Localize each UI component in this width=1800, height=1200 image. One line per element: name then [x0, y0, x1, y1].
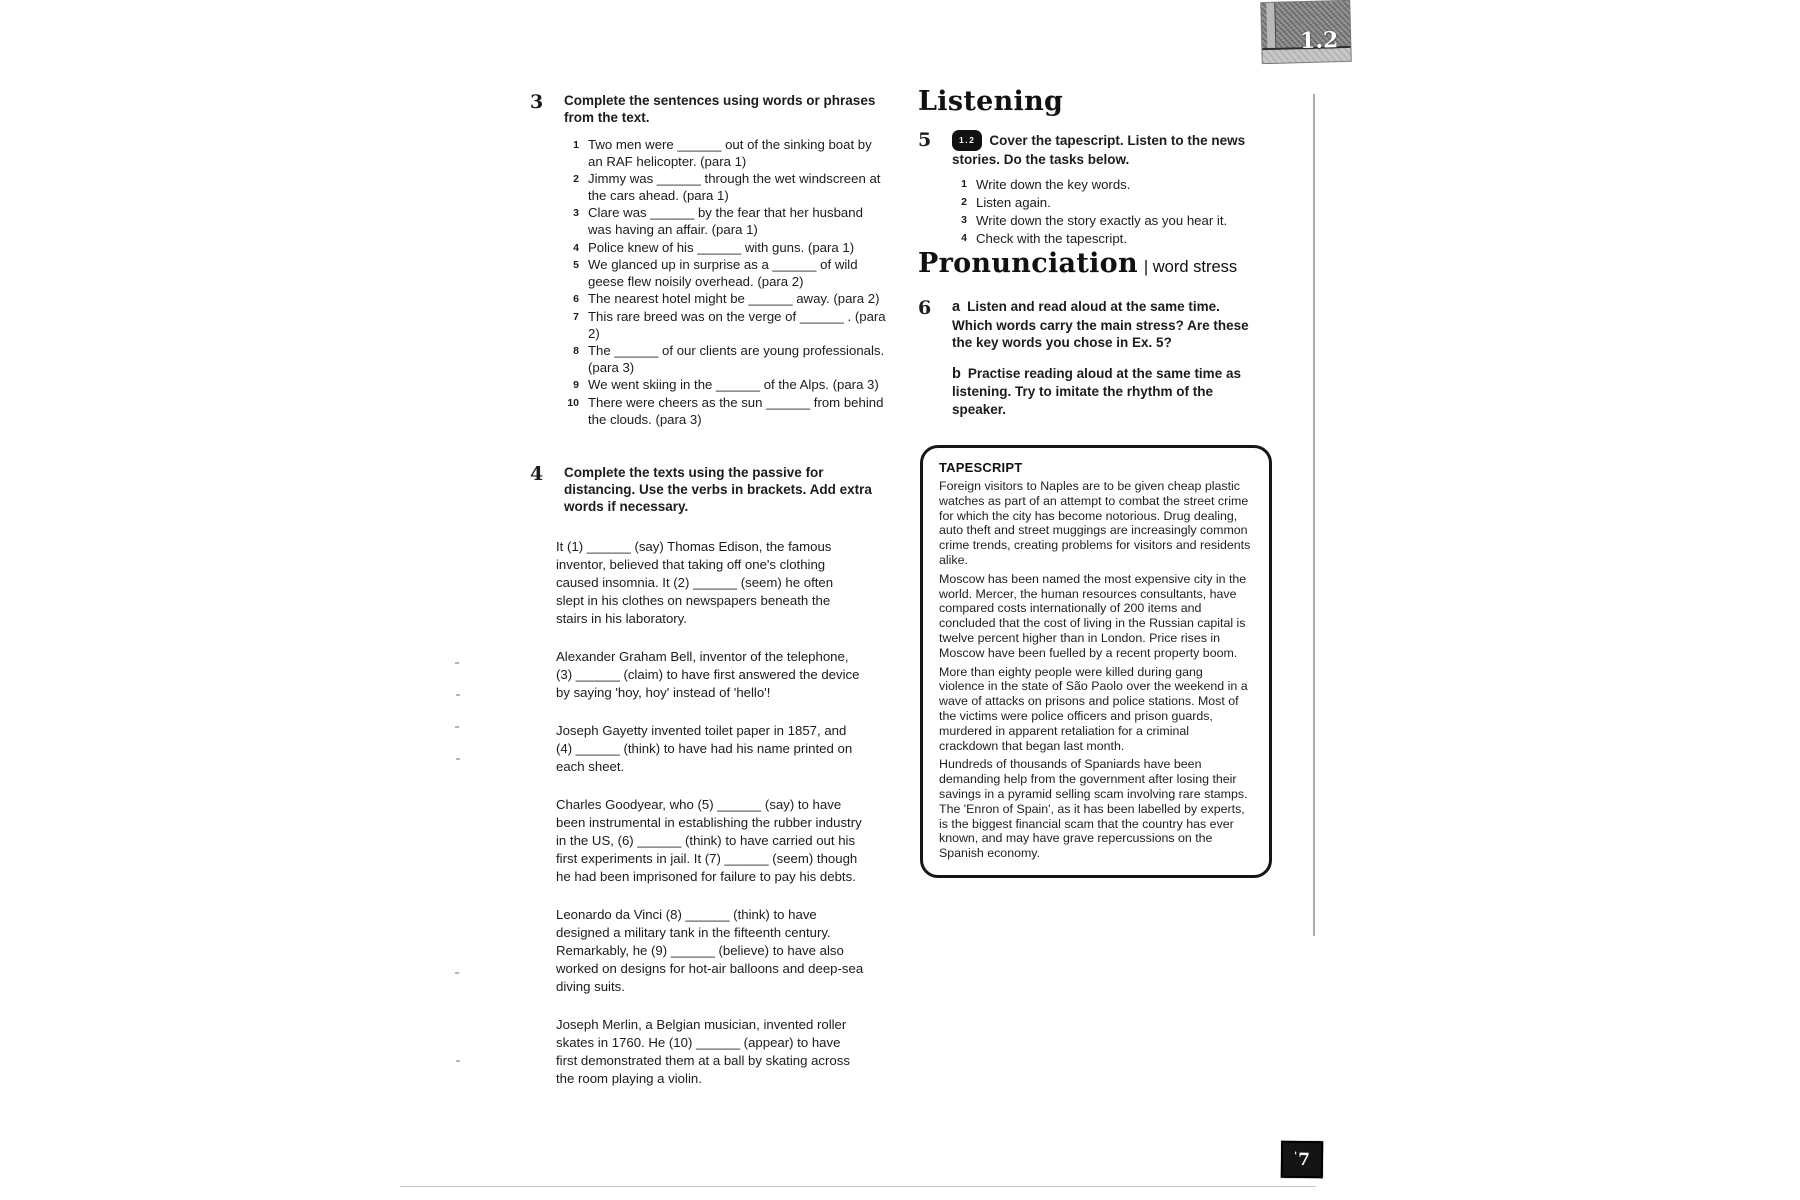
- item-number: 4: [961, 232, 967, 244]
- item-text: We glanced up in surprise as a ______ of wild geese flew noisily overhead. (para 2): [588, 257, 858, 289]
- tapescript-paragraph: Foreign visitors to Naples are to be given cheap plastic watches as part of an attempt to combat the street crime for which the city has become notorious. Drug dealing, auto theft and street muggings are increasingly common crime trends, creating problems for visitors and residents alike.: [939, 479, 1251, 567]
- list-item: [564, 240, 890, 257]
- pronunciation-heading: [918, 248, 1318, 283]
- gap-fill-paragraph: Joseph Gayetty invented toilet paper in 1857, and (4) ______ (think) to have had his name printed on each sheet.: [556, 723, 853, 775]
- item-text: Write down the key words.: [976, 177, 1131, 192]
- list-item: [564, 309, 890, 342]
- right-column: [918, 86, 1318, 878]
- exercise-4: [530, 464, 890, 1088]
- scan-artifact: [455, 662, 459, 664]
- listening-heading: Listening: [918, 86, 1064, 117]
- exercise-3-items: [564, 137, 890, 428]
- scan-artifact: [456, 694, 460, 696]
- pronunciation-subheading: | word stress: [1143, 258, 1238, 276]
- instruction-text: Listen and read aloud at the same time. Which words carry the main stress? Are these the key words you chose in Ex. 5?: [952, 299, 1249, 350]
- item-text: This rare breed was on the verge of ______ . (para 2): [588, 308, 886, 341]
- tapescript-box: [920, 445, 1272, 878]
- item-text: Write down the story exactly as you hear it.: [976, 213, 1228, 228]
- item-number: 3: [961, 214, 967, 226]
- tapescript-paragraph: Hundreds of thousands of Spaniards have been demanding help from the government after losing their savings in a pyramid selling scam involving rare stamps. The 'Enron of Spain', as it has been labelled by experts, is the biggest financial scam that the country has ever known, and may have grave repercussions on the Spanish economy.: [939, 757, 1248, 861]
- list-item: [564, 395, 890, 428]
- page-edge-rule: [1313, 94, 1315, 936]
- pronunciation-heading-text: Pronunciation: [918, 248, 1138, 279]
- part-a: [952, 298, 1250, 352]
- page-bottom-rule: [400, 1186, 1316, 1187]
- item-text: Listen again.: [976, 195, 1051, 210]
- item-number: 8: [573, 345, 579, 358]
- page-number-badge: [1281, 1141, 1324, 1179]
- instruction-text: Practise reading aloud at the same time as listening. Try to imitate the rhythm of the speaker.: [952, 365, 1241, 417]
- item-number: 2: [961, 196, 967, 208]
- list-item: [564, 137, 890, 170]
- item-text: Clare was ______ by the fear that her husband was having an affair. (para 1): [588, 205, 863, 237]
- scan-artifact: [455, 972, 459, 974]
- unit-number: 1.2: [1299, 27, 1339, 55]
- tapescript-paragraph: Moscow has been named the most expensive city in the world. Mercer, the human resources consultants, have compared costs internationally of 200 items and concluded that the cost of living in the Russian capital is twelve percent higher than in London. Price rises in Moscow have been fuelled by a recent property boom.: [939, 571, 1247, 660]
- part-b: [952, 365, 1250, 419]
- exercise-6-content: [952, 298, 1250, 418]
- page-number: ' 7: [1294, 1149, 1310, 1169]
- gap-fill-paragraph: Joseph Merlin, a Belgian musician, invented roller skates in 1760. He (10) ______ (appear) to have first demonstrated them at a ball by skating across the room playing a violin.: [556, 1017, 850, 1087]
- list-item: [564, 291, 890, 308]
- list-item: [564, 171, 890, 204]
- task-item: [952, 230, 1296, 247]
- item-number: 6: [573, 293, 579, 306]
- scan-artifact: [455, 726, 459, 728]
- list-item: [564, 257, 890, 290]
- item-text: Check with the tapescript.: [976, 231, 1127, 246]
- exercise-5-tasks: [952, 176, 1296, 247]
- item-number: 5: [573, 259, 579, 272]
- item-number: 2: [573, 173, 579, 186]
- item-text: Two men were ______ out of the sinking boat by an RAF helicopter. (para 1): [588, 137, 872, 169]
- part-label: a: [952, 299, 961, 315]
- tapescript-paragraph: More than eighty people were killed during gang violence in the state of São Paolo over the weekend in a wave of attacks on prisons and police stations. Most of the victims were police officers and prison guards, murdered in apparent retaliation for a criminal crackdown that began last month.: [939, 664, 1248, 753]
- exercise-number: 6: [918, 297, 932, 319]
- task-item: [952, 194, 1296, 211]
- left-column: [530, 92, 890, 1088]
- gap-fill-paragraph: Charles Goodyear, who (5) ______ (say) to have been instrumental in establishing the rubber industry in the US, (6) ______ (think) to have carried out his first experiments in jail. It (7) ______ (seem) though he had been imprisoned for failure to pay his debts.: [556, 797, 862, 885]
- scan-artifact: [456, 1060, 460, 1062]
- list-item: [564, 205, 890, 238]
- gap-fill-paragraph: Alexander Graham Bell, inventor of the telephone, (3) ______ (claim) to have first answered the device by saying 'hoy, hoy' instead of 'hello'!: [556, 649, 860, 701]
- item-text: The nearest hotel might be ______ away. (para 2): [588, 291, 880, 307]
- scan-artifact: [456, 758, 460, 760]
- exercise-5-content: [952, 130, 1296, 248]
- item-number: 1: [573, 139, 579, 151]
- exercise-number: 3: [530, 91, 544, 113]
- exercise-4-header: [530, 464, 890, 515]
- gap-fill-paragraph: Leonardo da Vinci (8) ______ (think) to have designed a military tank in the fifteenth century. Remarkably, he (9) ______ (believe) to have also worked on designs for hot-air balloons and deep-sea diving suits.: [556, 907, 864, 995]
- exercise-title: Complete the sentences using words or phrases from the text.: [564, 93, 876, 125]
- item-text: Jimmy was ______ through the wet windscreen at the cars ahead. (para 1): [588, 171, 881, 203]
- gap-fill-paragraph: It (1) ______ (say) Thomas Edison, the famous inventor, believed that taking off one's clothing caused insomnia. It (2) ______ (seem) he often slept in his clothes on newspapers beneath the stairs in his laboratory.: [556, 539, 834, 627]
- part-label: b: [952, 365, 961, 382]
- item-text: There were cheers as the sun ______ from behind the clouds. (para 3): [588, 394, 884, 427]
- exercise-number: 4: [530, 463, 544, 486]
- exercise-3-header: [530, 92, 890, 126]
- item-number: 1: [961, 178, 967, 190]
- exercise-5: [918, 130, 1318, 248]
- item-text: We went skiing in the ______ of the Alps. (para 3): [588, 377, 879, 393]
- item-number: 10: [567, 396, 579, 409]
- item-number: 7: [573, 310, 579, 323]
- audio-track-badge: 1.2: [952, 130, 982, 151]
- exercise-6: [918, 298, 1318, 418]
- tapescript-label: TAPESCRIPT: [939, 460, 1023, 475]
- item-number: 3: [573, 207, 579, 220]
- item-text: Police knew of his ______ with guns. (para 1): [588, 239, 855, 255]
- exercise-number: 5: [918, 129, 932, 151]
- list-item: [564, 377, 890, 394]
- unit-tab-badge: [1261, 1, 1351, 63]
- item-text: The ______ of our clients are young professionals. (para 3): [588, 343, 885, 375]
- item-number: 9: [573, 379, 579, 392]
- item-number: 4: [573, 241, 579, 254]
- task-item: [952, 176, 1296, 193]
- exercise-title: Complete the texts using the passive for distancing. Use the verbs in brackets. Add extra words if necessary.: [564, 465, 872, 515]
- task-item: [952, 212, 1296, 229]
- list-item: [564, 343, 890, 376]
- instruction-text: Cover the tapescript. Listen to the news stories. Do the tasks below.: [952, 133, 1246, 167]
- exercise-instructions: [952, 130, 1262, 168]
